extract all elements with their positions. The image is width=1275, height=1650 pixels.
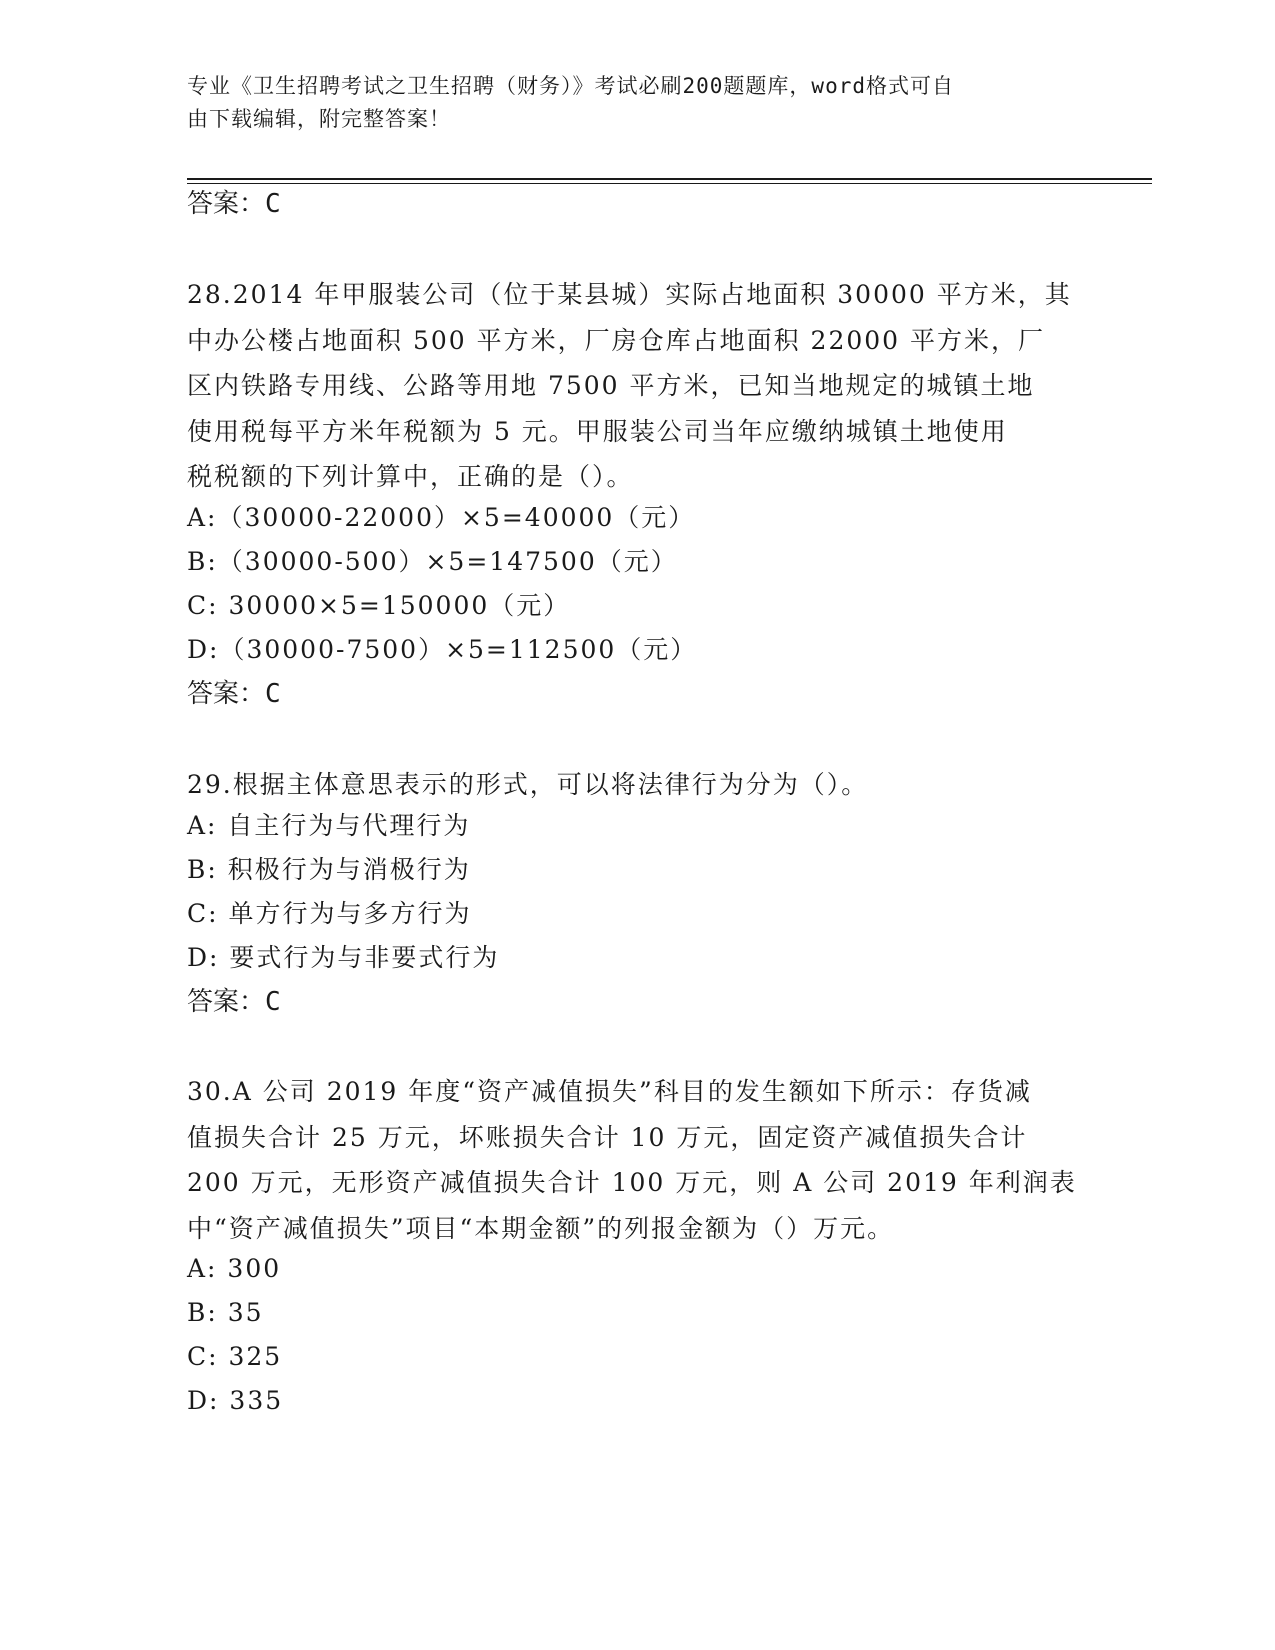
question-28-option-d: D:（30000-7500）×5=112500（元） (187, 635, 698, 664)
question-28-line: 中办公楼占地面积 500 平方米，厂房仓库占地面积 22000 平方米，厂 (187, 325, 1046, 355)
question-30-text (187, 1069, 1087, 1251)
question-30-option-c: C: 325 (187, 1342, 283, 1371)
question-29-option-c: C: 单方行为与多方行为 (187, 899, 472, 928)
question-29-option-b: B: 积极行为与消极行为 (187, 855, 471, 884)
answer-prev: 答案：C (187, 189, 281, 219)
question-28-option-a: A:（30000-22000）×5=40000（元） (187, 503, 696, 532)
question-30-line: 值损失合计 25 万元，坏账损失合计 10 万元，固定资产减值损失合计 (187, 1122, 1028, 1152)
header-line-1: 专业《卫生招聘考试之卫生招聘（财务）》考试必刷200题题库，word格式可自 (187, 74, 954, 98)
question-29-text (187, 762, 1087, 808)
question-29-answer: 答案：C (187, 987, 281, 1017)
header-line-2: 由下载编辑，附完整答案！ (187, 107, 451, 131)
question-29-line: 29.根据主体意思表示的形式，可以将法律行为分为（）。 (187, 770, 869, 799)
question-30-line: 200 万元，无形资产减值损失合计 100 万元，则 A 公司 2019 年利润表 (187, 1168, 1077, 1197)
question-30-option-d: D: 335 (187, 1386, 284, 1415)
question-30-option-a: A: 300 (187, 1254, 282, 1283)
page-header (187, 70, 1067, 136)
question-30-line: 中“资产减值损失”项目“本期金额”的列报金额为（）万元。 (187, 1213, 895, 1243)
header-rule-thick (187, 178, 1152, 180)
question-29-option-d: D: 要式行为与非要式行为 (187, 943, 500, 972)
question-28-option-c: C: 30000×5=150000（元） (187, 591, 571, 620)
question-28-option-b: B:（30000-500）×5=147500（元） (187, 547, 678, 576)
question-30-option-b: B: 35 (187, 1298, 264, 1327)
question-28-line: 税税额的下列计算中，正确的是（）。 (187, 462, 634, 491)
header-rule-thin (187, 183, 1152, 184)
question-28-line: 28.2014 年甲服装公司（位于某县城）实际占地面积 30000 平方米，其 (187, 280, 1072, 309)
question-28-text (187, 272, 1087, 500)
question-28-line: 区内铁路专用线、公路等用地 7500 平方米，已知当地规定的城镇土地 (187, 371, 1035, 400)
question-30-line: 30.A 公司 2019 年度“资产减值损失”科目的发生额如下所示：存货减 (187, 1077, 1032, 1106)
question-28-line: 使用税每平方米年税额为 5 元。甲服装公司当年应缴纳城镇土地使用 (187, 416, 1008, 446)
question-29-option-a: A: 自主行为与代理行为 (187, 811, 471, 840)
question-28-answer: 答案：C (187, 679, 281, 709)
